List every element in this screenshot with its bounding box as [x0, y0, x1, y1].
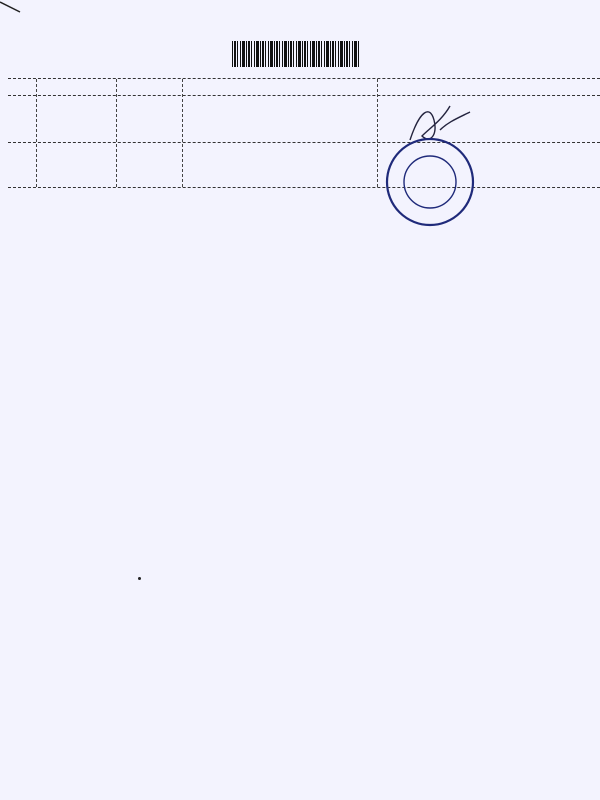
col-divider [182, 79, 183, 187]
scan-speck [138, 577, 141, 580]
corner-scan-mark [0, 0, 24, 20]
col-divider [36, 79, 37, 187]
table-header-rule [8, 95, 600, 96]
table-top-rule [8, 78, 600, 79]
table-bottom-rule [8, 187, 600, 188]
col-divider [377, 79, 378, 187]
col-divider [116, 79, 117, 187]
company-stamp [384, 136, 476, 228]
barcode [232, 41, 360, 67]
row-divider [8, 142, 600, 143]
